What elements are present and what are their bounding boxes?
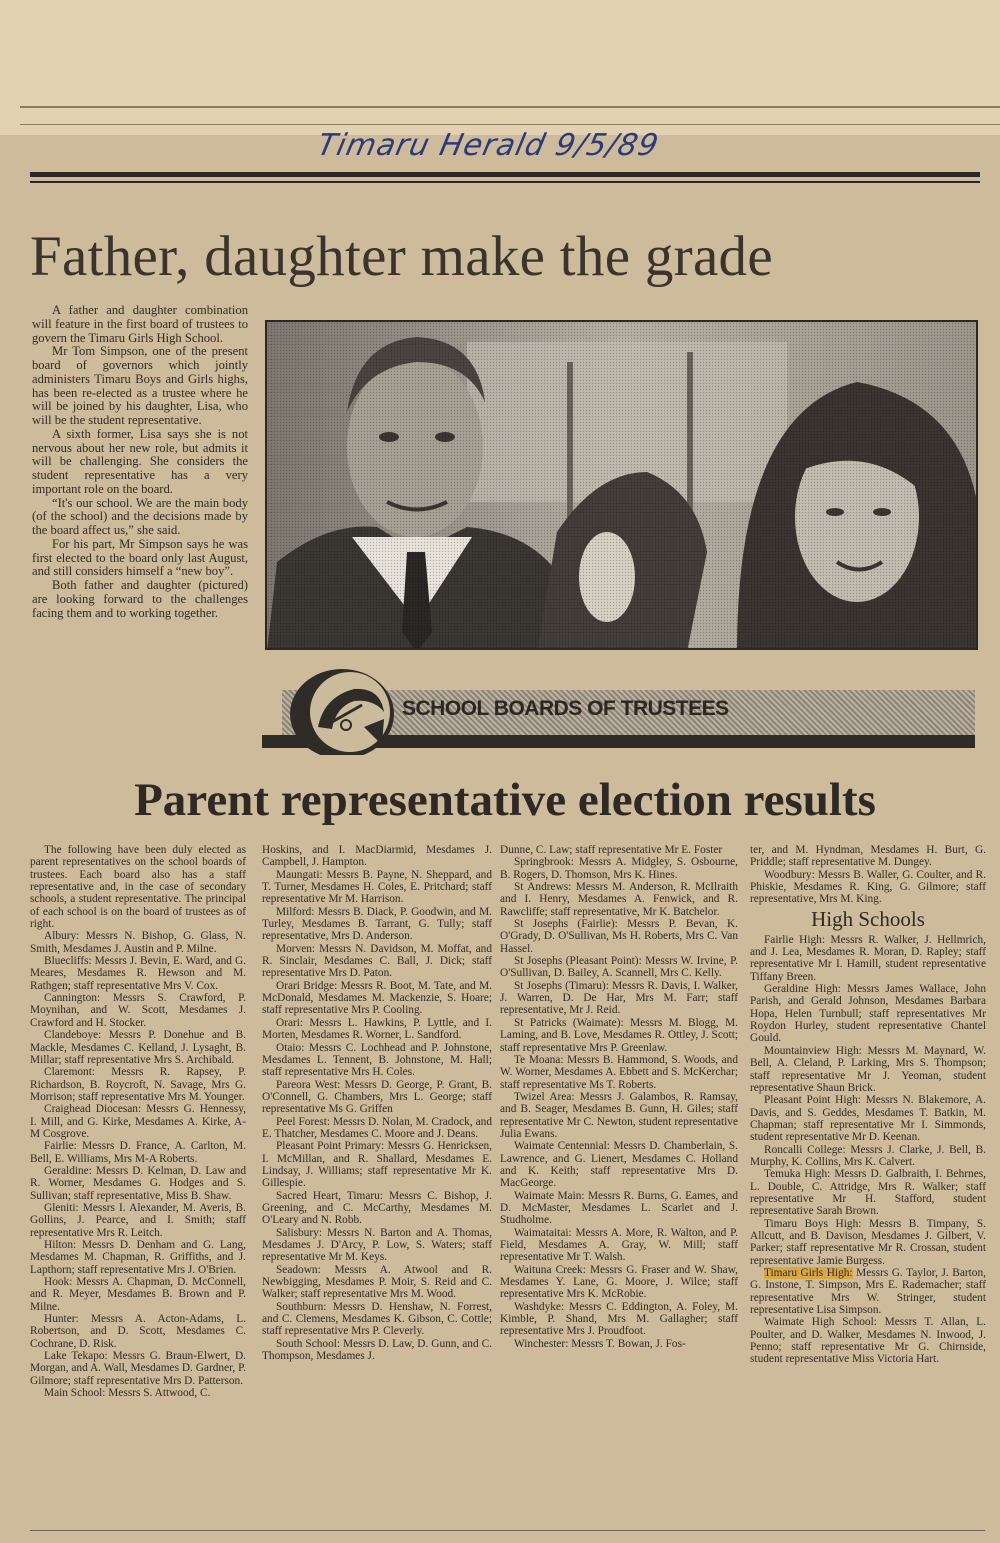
clipping-mount-strip <box>0 0 1000 135</box>
board-members: Messrs B. Waller, G. Coulter, and R. Phiskie, Mesdames R. King, G. Gilmore; staff representative, Mrs M. King. <box>750 868 986 906</box>
board-members: Messrs N. Bishop, G. Glass, N. Smith, Mesdames J. Austin and P. Milne. <box>30 930 246 955</box>
school-name: Milford: <box>276 905 315 918</box>
board-members: Messrs P. Donehue and B. Mackle, Mesdames C. Kelland, J. Lysaght, B. Millar; staff representative Mrs S. Archibald. <box>30 1029 246 1066</box>
article-paragraph: Mr Tom Simpson, one of the present board of governors which jointly administers Timaru Boys and Girls highs, has been re-elected as a trustee where he will be joined by his daughter, Lisa, who will be the student representative. <box>32 344 248 427</box>
school-board-entry <box>750 983 986 1045</box>
board-members: Messrs P. Bevan, K. O'Grady, D. O'Sullivan, Ms H. Roberts, Mrs C. Van Hassel. <box>500 918 739 955</box>
board-members: Messrs D. Law, D. Gunn, and C. Thompson, Mesdames J. <box>262 1337 492 1363</box>
school-name: Hilton: <box>44 1239 77 1251</box>
school-board-entry <box>750 869 986 906</box>
board-members: Messrs A. Atwool and R. Newbigging, Mesdames P. Moir, S. Reid and C. Walker; staff representative Mrs M. Wood. <box>262 1263 492 1301</box>
board-members: Messrs R. Davis, I. Walker, J. Warren, D. De Har, Mrs M. Farr; staff representative, Mr J. Reid. <box>500 979 739 1017</box>
board-members: Messrs B. Hammond, S. Woods, and W. Worner, Mesdames A. Ebbett and S. McKerchar; staff representative Ms T. Roberts. <box>500 1053 738 1091</box>
school-board-entry <box>262 1227 492 1264</box>
board-members: Messrs R. Rapsey, P. Richardson, B. Roycroft, N. Savage, Mrs G. Morrison; staff representative Mrs M. Younger. <box>30 1066 246 1103</box>
board-members: Messrs A. More, R. Walton, and P. Field, Mesdames A. Gray, W. Mill; staff representative Mr T. Walsh. <box>500 1226 738 1264</box>
school-board-entry <box>30 1276 246 1313</box>
school-board-entry <box>262 1140 492 1189</box>
school-name: Woodbury: <box>764 868 815 881</box>
masthead-rule <box>30 181 980 183</box>
section-subheading: High Schools <box>811 906 925 931</box>
school-board-entry <box>262 1042 492 1079</box>
school-board-entry <box>30 1313 246 1350</box>
handwritten-source-note: Timaru Herald 9/5/89 <box>314 128 663 163</box>
school-name: Washdyke: <box>514 1300 565 1313</box>
section-banner <box>262 665 977 755</box>
school-board-entry <box>500 1227 738 1264</box>
school-board-entry <box>30 1103 246 1140</box>
school-board-entry <box>500 1190 738 1227</box>
bottom-rule <box>30 1530 985 1531</box>
school-board-entry <box>750 844 986 869</box>
school-name: Te Moana: <box>514 1053 564 1066</box>
school-name: Waimate Main: <box>514 1189 585 1202</box>
board-members: Messrs R. Burns, G. Eames, and D. McMaster, Mesdames L. Scarlet and J. Studholme. <box>500 1189 738 1227</box>
school-name: Albury: <box>44 930 80 943</box>
masthead-rule <box>30 172 980 177</box>
results-column-1 <box>30 844 246 1399</box>
school-name: Winchester: <box>514 1337 569 1350</box>
school-board-entry <box>500 856 738 881</box>
article-paragraph: A sixth former, Lisa says she is not nervous about her new role, but admits it will be challenging. She considers the student representative has a very important role on the board. <box>32 426 248 496</box>
school-board-entry <box>500 1091 738 1140</box>
results-column-3 <box>500 844 738 1350</box>
board-members: Messrs N. Davidson, M. Moffat, and R. Sinclair, Mesdames C. Ball, J. Dick; staff representative Mrs D. Paton. <box>262 942 492 980</box>
board-members: Messrs D. Galbraith, I. Behrnes, L. Double, C. Attridge, Mrs R. Walker; staff representative Mr H. Stafford, student representative Sarah Brown. <box>750 1168 986 1218</box>
board-members: Messrs T. Allan, L. Poulter, and D. Walker, Mesdames N. Inwood, J. Penno; staff representative Mr G. Chirnside, student representative Miss Victoria Hart. <box>750 1316 986 1366</box>
school-name: Southburn: <box>276 1300 327 1313</box>
school-name: Clandeboye: <box>44 1029 102 1042</box>
school-board-entry <box>500 955 738 980</box>
school-board-entry <box>262 1338 492 1363</box>
board-members: Messrs D. Denham and G. Lang, Mesdames M. Chapman, R. Griffiths, and J. Lapthorn; staff representative Mrs J. O'Brien. <box>30 1239 246 1276</box>
board-members: Messrs C. Eddington, A. Foley, M. Kimble, P. Shand, Mrs M. Gallagher; staff representative Mrs J. Proudfoot. <box>500 1300 738 1338</box>
school-board-entry <box>262 1017 492 1042</box>
school-name: Sacred Heart, Timaru: <box>276 1189 383 1202</box>
school-name: Pleasant Point High: <box>764 1094 861 1107</box>
school-board-entry <box>500 881 738 918</box>
board-members: Messrs G. Braun-Elwert, D. Morgan, and A. Wall, Mesdames D. Gardner, P. Gilmore; staff representative Mrs D. Patterson. <box>30 1350 246 1387</box>
article-paragraph: Both father and daughter (pictured) are looking forward to the challenges facing them and to working together. <box>32 578 248 620</box>
school-name: Springbrook: <box>514 856 574 869</box>
banner-label: SCHOOL BOARDS OF TRUSTEES <box>402 697 729 720</box>
school-board-entry <box>750 1316 986 1365</box>
board-members: Dunne, C. Law; staff representative Mr E. Foster <box>500 844 723 856</box>
board-members: Messrs M. Maynard, W. Bell, A. Cleland, P. Larking, Mrs S. Thompson; staff representative Mr J. Yeoman, student representative Shaun Brick. <box>750 1044 986 1094</box>
board-members: Messrs James Wallace, John Parish, and Gerald Johnson, Mesdames Barbara Hopa, Helen Turnbull; staff representatives Mr Roydon Hurley, student representative Chantel Gould. <box>750 983 986 1045</box>
school-name: Pleasant Point Primary: <box>276 1140 385 1153</box>
school-name: South School: <box>276 1337 341 1350</box>
school-board-entry <box>30 1350 246 1387</box>
school-board-entry <box>262 1116 492 1141</box>
school-board-entry <box>500 1264 738 1301</box>
school-name: Temuka High: <box>764 1168 831 1181</box>
school-name: Waimate Centennial: <box>514 1140 610 1153</box>
board-members: Messrs B. Timpany, S. Allcutt, and B. Davison, Mesdames J. Gilbert, V. Parker; staff representative Mr R. Crossan, student representative Jamie Burgess. <box>750 1217 986 1267</box>
board-members: Messrs D. Henshaw, N. Forrest, and C. Clemens, Mesdames K. Gibson, C. Cottle; staff representative Mrs P. Cleverly. <box>262 1300 492 1338</box>
school-name: Claremont: <box>44 1066 96 1079</box>
board-members: Messrs M. Anderson, R. McIlraith and I. Henry, Mesdames A. Fenwick, and R. Rawcliffe; staff representative, Mr K. Batchelor. <box>500 881 738 918</box>
school-name: Waimate High School: <box>764 1316 877 1329</box>
school-board-entry <box>30 1029 246 1066</box>
board-members: Messrs N. Barton and A. Thomas, Mesdames J. D'Arcy, P. Low, S. Waters; staff representative Mr M. Keys. <box>262 1226 492 1264</box>
halftone-photo-image <box>267 322 978 650</box>
school-name: Timaru Girls High: <box>764 1267 853 1279</box>
school-board-entry <box>500 1054 738 1091</box>
school-board-entry <box>262 1190 492 1227</box>
school-name: Cannington: <box>44 992 101 1005</box>
school-board-entry <box>30 1140 246 1165</box>
school-board-entry <box>500 1017 738 1054</box>
school-board-entry <box>750 1045 986 1094</box>
school-board-entry <box>750 1267 986 1316</box>
board-members: Messrs G. Hennessy, I. Mill, and G. Kirke, Mesdames A. Kirke, A-M Cosgrove. <box>30 1103 246 1140</box>
school-board-entry <box>750 934 986 983</box>
school-board-entry <box>262 1079 492 1116</box>
school-name: Geraldine High: <box>764 983 841 996</box>
school-board-entry <box>500 1338 738 1350</box>
school-name: St Patricks (Waimate): <box>514 1016 624 1029</box>
board-members: Messrs R. Walker, J. Hellmrich, and J. Lea, Mesdames R. Moran, D. Rapley; staff representative Mr I. Hamill, student representative Tiffany Breen. <box>750 933 986 983</box>
school-board-entry <box>500 844 738 856</box>
board-members: Messrs C. Lochhead and P. Johnstone, Mesdames L. Tennent, B. Johnstone, M. Hall; staff representative Mrs H. Coles. <box>262 1041 492 1079</box>
school-board-entry <box>30 955 246 992</box>
board-members: Messrs J. Galambos, R. Ramsay, and B. Seager, Mesdames B. Gunn, H. Giles; staff representative Mr C. Newton, student representative Julia Ewans. <box>500 1090 738 1140</box>
school-name: Mountainview High: <box>764 1044 862 1057</box>
board-members: Messrs D. France, A. Carlton, M. Bell, E. Williams, Mrs M-A Roberts. <box>30 1140 246 1165</box>
school-name: Orari: <box>276 1016 304 1029</box>
results-column-4 <box>750 844 986 1366</box>
school-name: Otaio: <box>276 1041 305 1054</box>
school-name: Pareora West: <box>276 1078 341 1091</box>
school-name: Roncalli College: <box>764 1143 846 1156</box>
school-name: Hook: <box>44 1276 73 1289</box>
board-members: Messrs B. Diack, P. Goodwin, and M. Turley, Mesdames B. Tarrant, G. Tully; staff representative, Mrs D. Anderson. <box>262 905 492 943</box>
school-name: Peel Forest: <box>276 1115 330 1128</box>
board-members: Messrs R. Boot, M. Tate, and M. McDonald, Mesdames M. Mackenzie, S. Hoare; staff representative Mrs P. Cooling. <box>262 979 492 1017</box>
board-members: Messrs S. Crawford, P. Moynihan, and W. Scott, Mesdames J. Crawford and H. Stocker. <box>30 992 246 1029</box>
school-board-entry <box>750 1218 986 1267</box>
school-name: Fairlie High: <box>764 933 825 946</box>
photo-father-daughter <box>265 320 978 650</box>
board-members: Messrs A. Midgley, S. Osbourne, B. Rogers, D. Thomson, Mrs K. Hines. <box>500 856 738 881</box>
article-paragraph: For his part, Mr Simpson says he was first elected to the board only last August, and still considers himself a “new boy”. <box>32 536 248 579</box>
school-name: Main School: <box>44 1387 106 1400</box>
board-members: Messrs M. Blogg, M. Laming, and B. Love, Mesdames R. Ottley, J. Scott; staff representative Mrs P. Greenlaw. <box>500 1016 738 1054</box>
school-board-entry <box>30 1239 246 1276</box>
board-members: Messrs W. Irvine, P. O'Sullivan, D. Bailey, A. Scannell, Mrs C. Kelly. <box>500 955 738 980</box>
results-headline: Parent representative election results <box>134 774 876 826</box>
strip-divider <box>20 124 1000 125</box>
board-members: Messrs D. Kelman, D. Law and R. Worner, Mesdames G. Hodges and S. Sullivan; staff representative, Miss B. Shaw. <box>30 1164 246 1202</box>
school-board-entry <box>30 844 246 930</box>
school-board-entry <box>500 918 738 955</box>
strip-divider <box>20 106 1000 108</box>
feature-article-body <box>32 304 248 620</box>
school-board-entry <box>30 1202 246 1239</box>
board-members: Messrs C. Bishop, J. Greening, and C. McCarthy, Mesdames M. O'Leary and N. Robb. <box>262 1189 493 1227</box>
school-board-entry <box>262 869 492 906</box>
school-board-entry <box>500 980 738 1017</box>
board-members: ter, and M. Hyndman, Mesdames H. Burt, G. Priddle; staff representative M. Dungey. <box>750 844 986 869</box>
board-members: Messrs J. Bevin, E. Ward, and G. Meares, Mesdames R. Hewson and M. Rathgen; staff representative Mrs V. Cox. <box>30 955 246 992</box>
school-board-entry <box>750 1144 986 1169</box>
board-members: Messrs I. Alexander, M. Averis, B. Gollins, J. Pearce, and I. Smith; staff representative Mrs R. Leitch. <box>30 1201 246 1239</box>
board-members: Messrs T. Bowan, J. Fos- <box>568 1337 686 1350</box>
school-name: Salisbury: <box>276 1226 323 1239</box>
board-members: Messrs G. Fraser and W. Shaw, Mesdames Y. Lane, G. Moore, J. Wilce; staff representative Mrs K. McRobie. <box>500 1263 738 1301</box>
school-name: Bluecliffs: <box>44 955 92 968</box>
school-name: Gleniti: <box>44 1201 79 1214</box>
school-board-entry <box>750 1094 986 1143</box>
school-board-entry <box>262 943 492 980</box>
school-name: Hunter: <box>44 1313 79 1326</box>
school-name: Twizel Area: <box>514 1090 575 1103</box>
school-name: Waituna Creek: <box>514 1263 586 1276</box>
board-members: Messrs D. Chamberlain, S. Lawrence, and G. Lienert, Mesdames C. Holland and K. Keith; staff representative Mrs D. MacGeorge. <box>500 1140 738 1190</box>
school-name: Orari Bridge: <box>276 979 338 992</box>
board-members: Messrs L. Hawkins, P. Lyttle, and I. Morten, Mesdames R. Worner, L. Sandford. <box>262 1016 492 1042</box>
board-members: Messrs G. Taylor, J. Barton, G. Instone, T. Simpson, Mrs E. Rademacher; staff representative Mrs W. Stringer, student representative Lisa Simpson. <box>750 1267 986 1317</box>
school-name: St Andrews: <box>514 881 572 894</box>
school-board-entry <box>500 1140 738 1189</box>
board-members: Messrs B. Payne, N. Sheppard, and T. Turner, Mesdames H. Coles, E. Pritchard; staff representative Mr M. Harrison. <box>262 868 492 906</box>
article-paragraph: A father and daughter combination will feature in the first board of trustees to govern the Timaru Girls High School. <box>32 303 248 345</box>
board-members: Messrs A. Chapman, D. McConnell, and R. Meyer, Mesdames B. Brown and P. Milne. <box>30 1276 246 1313</box>
school-name: St Josephs (Fairlie): <box>514 918 618 931</box>
board-members: Messrs N. Blakemore, A. Davis, and S. Geddes, Mesdames T. Batkin, M. Chapman; staff representative Mr I. Simmonds, student representative Mr D. Keenan. <box>750 1094 986 1144</box>
school-name: St Josephs (Timaru): <box>514 979 609 992</box>
school-name: St Josephs (Pleasant Point): <box>514 955 642 968</box>
school-board-entry <box>30 1066 246 1103</box>
board-members: Messrs A. Acton-Adams, L. Robertson, and D. Scott, Mesdames C. Cochrane, D. Risk. <box>30 1313 246 1350</box>
article-paragraph: “It's our school. We are the main body (of the school) and the decisions made by the board affect us,” she said. <box>32 495 248 537</box>
school-name: Seadown: <box>276 1263 321 1276</box>
board-members: Messrs J. Clarke, J. Bell, B. Murphy, K. Collins, Mrs K. Calvert. <box>750 1143 986 1168</box>
school-name: Timaru Boys High: <box>764 1217 862 1230</box>
board-members: Messrs S. Attwood, C. <box>105 1387 211 1400</box>
school-board-entry <box>262 980 492 1017</box>
school-name: Craighead Diocesan: <box>44 1103 142 1116</box>
board-members: Messrs D. George, P. Grant, B. O'Connell, G. Chambers, Mrs L. George; staff representative Ms G. Griffen <box>262 1078 493 1116</box>
school-board-entry <box>262 844 492 869</box>
school-name: Maungati: <box>276 868 323 881</box>
school-board-entry <box>262 1301 492 1338</box>
results-column-2 <box>262 844 492 1362</box>
school-name: Waimataitai: <box>514 1226 572 1239</box>
school-board-entry <box>500 1301 738 1338</box>
school-board-entry <box>262 906 492 943</box>
school-board-entry <box>262 1264 492 1301</box>
hand-pointing-logo-icon <box>284 667 402 755</box>
school-board-entry <box>30 930 246 955</box>
school-name: Lake Tekapo: <box>44 1350 108 1363</box>
school-name: Geraldine: <box>44 1164 92 1177</box>
school-board-entry <box>30 1165 246 1202</box>
school-name: Fairlie: <box>44 1140 77 1153</box>
board-members: Messrs G. Henricksen, I. McMillan, and R. Shallard, Mesdames E. Lindsay, J. Williams; staff representative Mr K. Gillespie. <box>262 1140 493 1190</box>
school-board-entry <box>30 992 246 1029</box>
school-board-entry <box>750 1168 986 1217</box>
board-members: The following have been duly elected as parent representatives on the school boards of trustees. Each board also has a staff representative and, in the case of secondary schools, a student representative. The principal of each school is on the board of trustees as of right. <box>30 844 246 931</box>
school-name: Morven: <box>276 942 316 955</box>
feature-headline: Father, daughter make the grade <box>30 225 773 288</box>
school-board-entry <box>30 1387 246 1399</box>
board-members: Hoskins, and I. MacDiarmid, Mesdames J. Campbell, J. Hampton. <box>262 844 492 869</box>
board-members: Messrs D. Nolan, M. Cradock, and E. Thatcher, Mesdames C. Moore and J. Deans. <box>262 1115 492 1140</box>
